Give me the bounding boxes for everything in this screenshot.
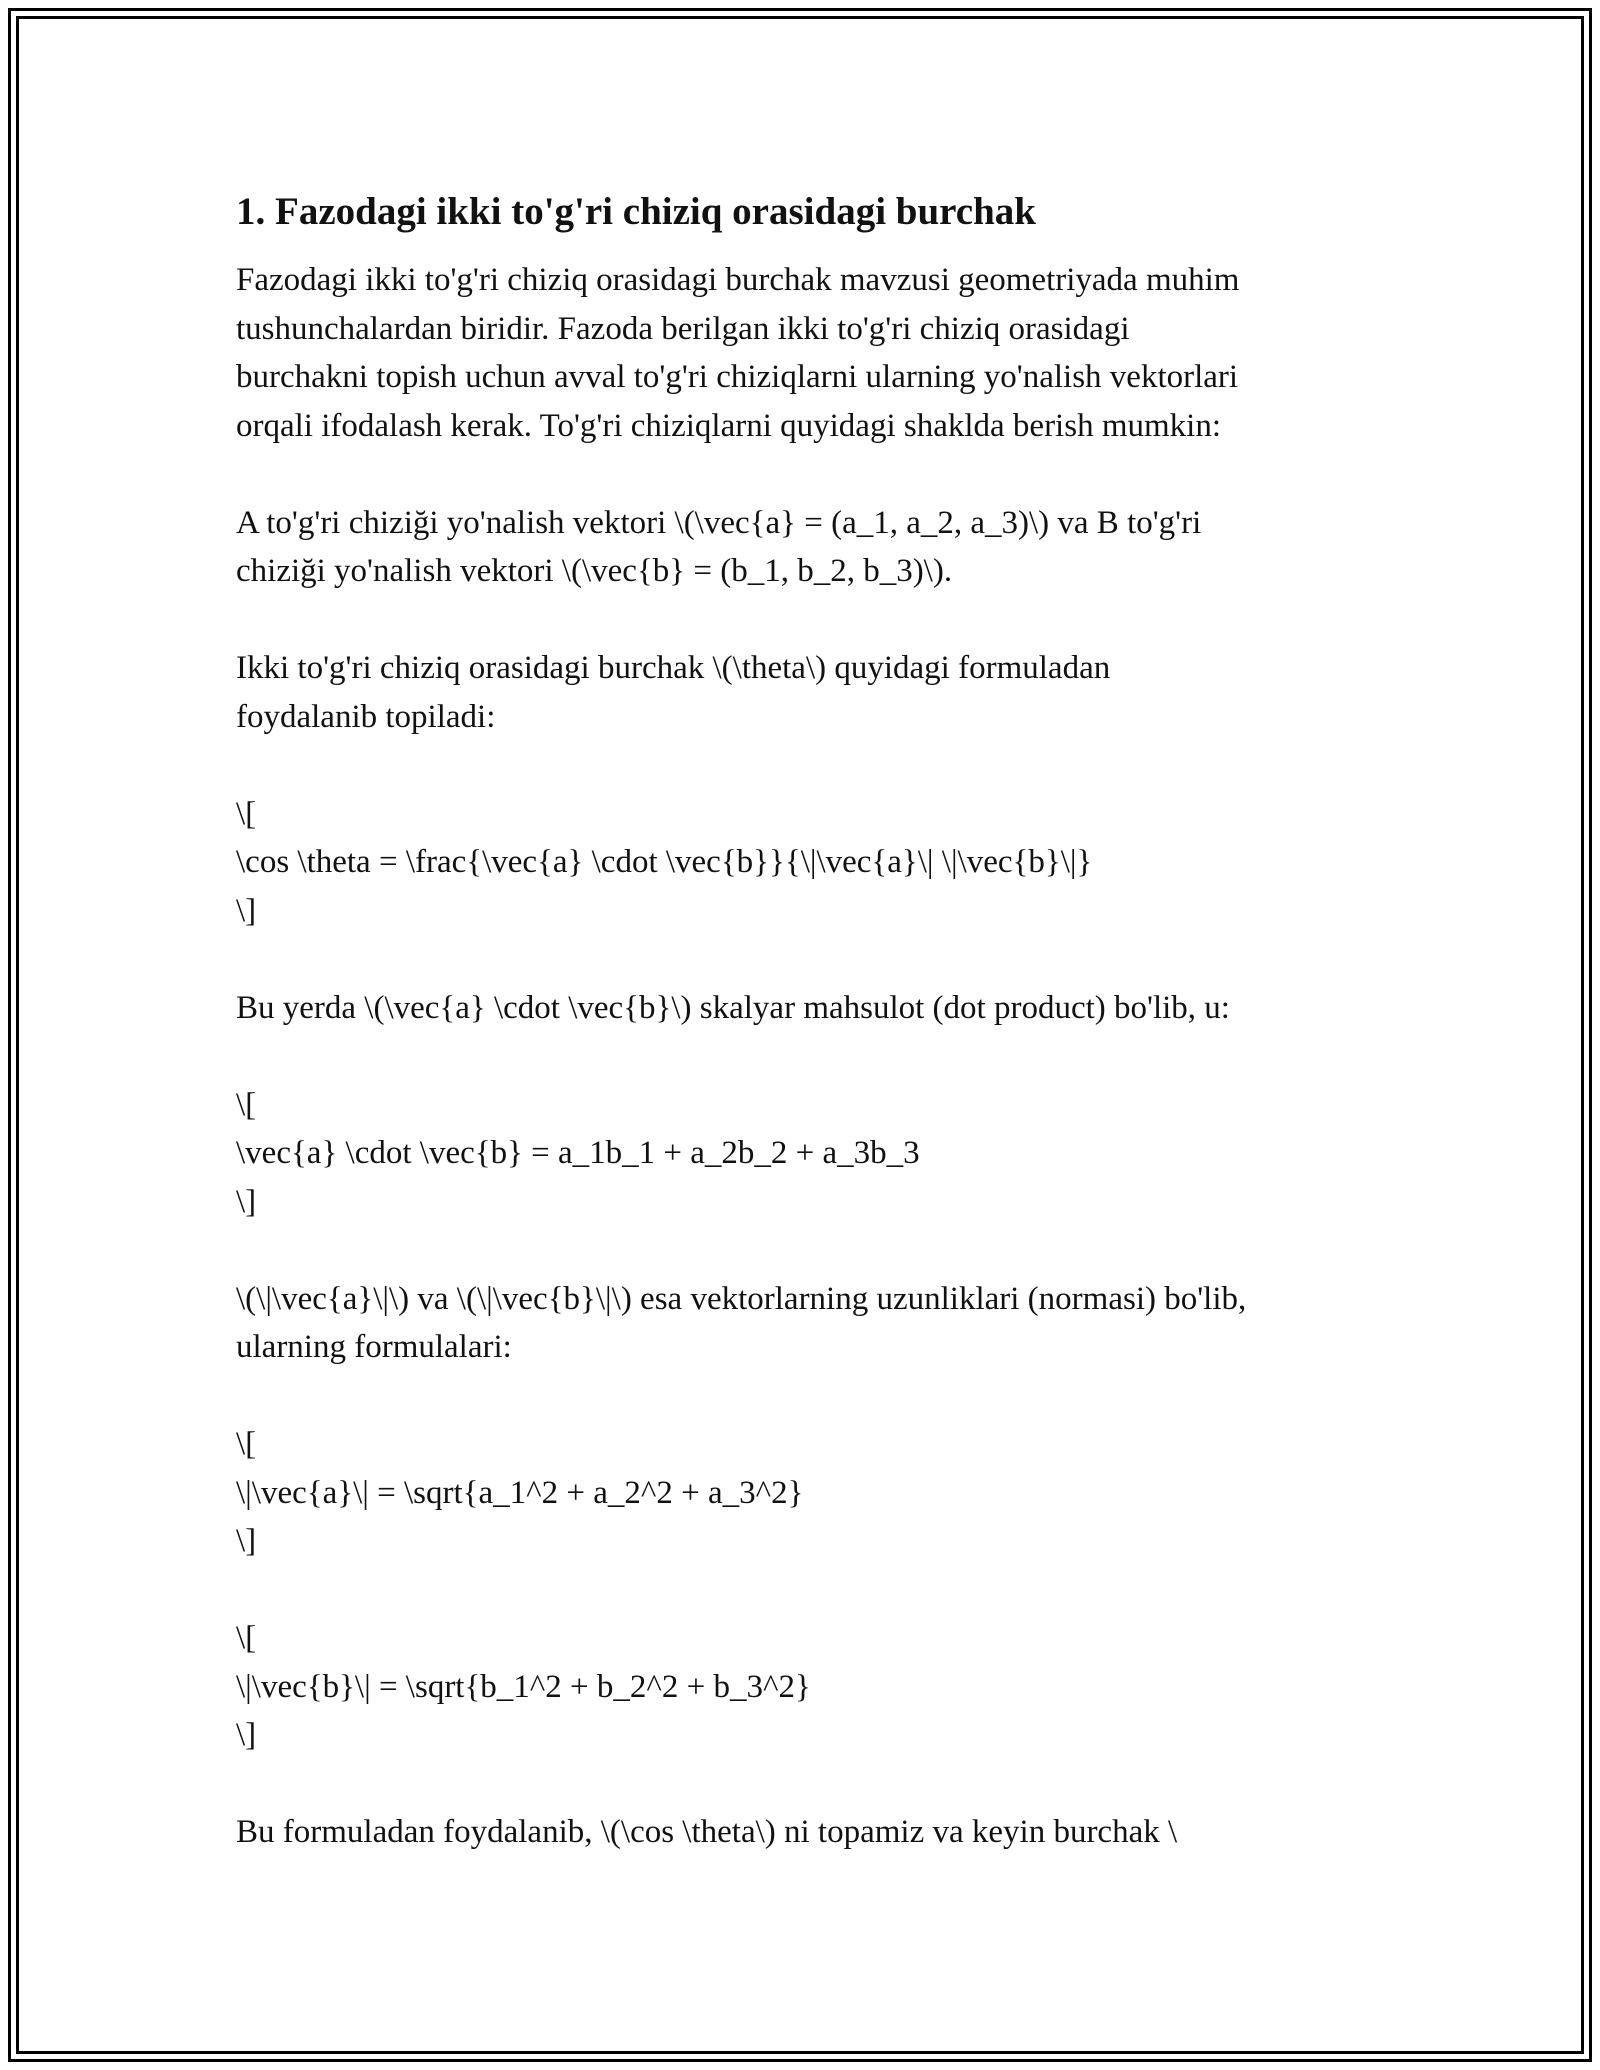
text-line: ularning formulalari:: [236, 1329, 512, 1365]
paragraph: [236, 1081, 1376, 1227]
text-line: \]: [236, 1183, 257, 1220]
text-line: \vec{a} \cdot \vec{b} = a_1b_1 + a_2b_2 + a_3b_3: [236, 1135, 920, 1171]
paragraph: [236, 1614, 1376, 1760]
text-line: \[: [236, 1426, 257, 1462]
text-line: Bu formuladan foydalanib, \(\cos \theta\) ni topamiz va keyin burchak \: [236, 1814, 1178, 1850]
text-line: \[: [236, 1620, 257, 1656]
paragraph: [236, 1808, 1376, 1857]
text-line: tushunchalardan biridir. Fazoda berilgan ikki to'g'ri chiziq orasidagi: [236, 310, 1130, 347]
text-line: Fazodagi ikki to'g'ri chiziq orasidagi burchak mavzusi geometriyada muhim: [236, 262, 1240, 298]
text-line: foydalanib topiladi:: [236, 698, 496, 735]
text-line: \[: [236, 1086, 257, 1123]
text-line: \]: [236, 1717, 257, 1753]
text-line: \(\|\vec{a}\|\) va \(\|\vec{b}\|\) esa vektorlarning uzunliklari (normasi) bo'lib,: [236, 1280, 1247, 1317]
paragraph-list: [236, 256, 1376, 1857]
paragraph: [236, 984, 1376, 1033]
text-line: \|\vec{b}\| = \sqrt{b_1^2 + b_2^2 + b_3^2}: [236, 1668, 811, 1705]
text-line: chiziği yo'nalish vektori \(\vec{b} = (b_1, b_2, b_3)\).: [236, 553, 953, 589]
document-body: [236, 186, 1376, 1905]
text-line: \]: [236, 1523, 257, 1559]
text-line: \cos \theta = \frac{\vec{a} \cdot \vec{b}}{\|\vec{a}\| \|\vec{b}\|}: [236, 844, 1093, 880]
text-line: burchakni topish uchun avval to'g'ri chiziqlarni ularning yo'nalish vektorlari: [236, 359, 1239, 395]
paragraph: [236, 256, 1376, 450]
paragraph: [236, 1420, 1376, 1566]
text-line: A to'g'ri chiziği yo'nalish vektori \(\vec{a} = (a_1, a_2, a_3)\) va B to'g'ri: [236, 504, 1202, 541]
text-line: \|\vec{a}\| = \sqrt{a_1^2 + a_2^2 + a_3^2}: [236, 1474, 804, 1511]
document-title: 1. Fazodagi ikki to'g'ri chiziq orasidagi burchak: [236, 190, 1036, 233]
paragraph: [236, 790, 1376, 936]
text-line: \[: [236, 795, 257, 832]
text-line: Ikki to'g'ri chiziq orasidagi burchak \(\theta\) quyidagi formuladan: [236, 650, 1111, 686]
text-line: \]: [236, 892, 257, 929]
paragraph: [236, 499, 1376, 596]
text-line: Bu yerda \(\vec{a} \cdot \vec{b}\) skalyar mahsulot (dot product) bo'lib, u:: [236, 989, 1230, 1026]
paragraph: [236, 644, 1376, 741]
paragraph: [236, 1275, 1376, 1372]
text-line: orqali ifodalash kerak. To'g'ri chiziqlarni quyidagi shaklda berish mumkin:: [236, 407, 1221, 444]
